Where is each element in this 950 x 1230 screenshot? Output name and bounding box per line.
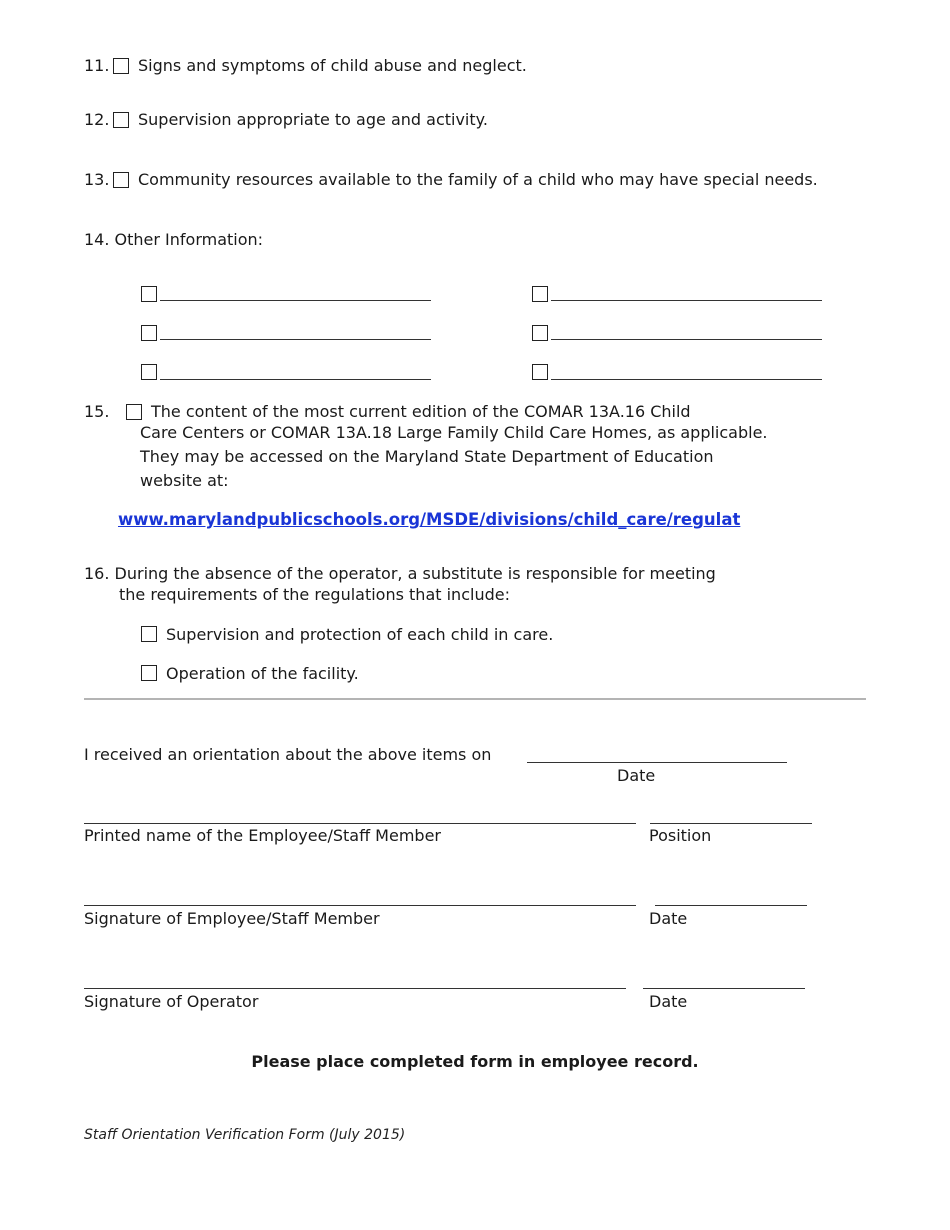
form-footer: Staff Orientation Verification Form (July 2015) — [84, 1127, 406, 1143]
item-15-line-4: website at: — [140, 471, 229, 490]
operator-signature-field[interactable] — [84, 988, 626, 989]
orientation-date-label: Date — [617, 766, 656, 785]
item-16-line-2: the requirements of the regulations that include: — [119, 585, 510, 604]
other-info-field-3[interactable] — [160, 379, 431, 380]
item-16-line-1: 16. During the absence of the operator, a substitute is responsible for meeting — [84, 564, 716, 583]
item-13-checkbox[interactable] — [113, 172, 129, 188]
item-14-label: 14. Other Information: — [84, 230, 264, 249]
item-11-checkbox[interactable] — [113, 58, 129, 74]
other-info-field-2[interactable] — [160, 339, 431, 340]
employee-date-field[interactable] — [655, 905, 807, 906]
item-15-line-1: The content of the most current edition of the COMAR 13A.16 Child — [151, 402, 691, 421]
item-11-text: Signs and symptoms of child abuse and neglect. — [138, 56, 527, 75]
other-info-field-4[interactable] — [551, 300, 822, 301]
operator-date-label: Date — [649, 992, 688, 1011]
item-11-number: 11. — [84, 56, 110, 75]
operator-date-field[interactable] — [643, 988, 805, 989]
other-info-checkbox-5[interactable] — [532, 325, 548, 341]
orientation-statement: I received an orientation about the above items on — [84, 745, 492, 764]
item-16-option-1-text: Supervision and protection of each child in care. — [166, 625, 554, 644]
employee-date-label: Date — [649, 909, 688, 928]
item-15-number: 15. — [84, 402, 110, 421]
item-16-option-1-checkbox[interactable] — [141, 626, 157, 642]
other-info-checkbox-3[interactable] — [141, 364, 157, 380]
other-info-checkbox-2[interactable] — [141, 325, 157, 341]
printed-name-field[interactable] — [84, 823, 636, 824]
other-info-checkbox-4[interactable] — [532, 286, 548, 302]
section-divider — [84, 698, 866, 700]
item-12-number: 12. — [84, 110, 110, 129]
item-15-line-2: Care Centers or COMAR 13A.18 Large Family Child Care Homes, as applicable. — [140, 423, 768, 442]
item-13-number: 13. — [84, 170, 110, 189]
item-13-text: Community resources available to the family of a child who may have special needs. — [138, 170, 818, 189]
printed-name-label: Printed name of the Employee/Staff Member — [84, 826, 441, 845]
position-label: Position — [649, 826, 712, 845]
other-info-field-1[interactable] — [160, 300, 431, 301]
item-12-text: Supervision appropriate to age and activity. — [138, 110, 488, 129]
other-info-checkbox-1[interactable] — [141, 286, 157, 302]
other-info-field-5[interactable] — [551, 339, 822, 340]
position-field[interactable] — [650, 823, 812, 824]
operator-signature-label: Signature of Operator — [84, 992, 259, 1011]
item-15-line-3: They may be accessed on the Maryland State Department of Education — [140, 447, 714, 466]
item-16-option-2-text: Operation of the facility. — [166, 664, 359, 683]
item-15-checkbox[interactable] — [126, 404, 142, 420]
completion-notice: Please place completed form in employee record. — [251, 1052, 699, 1071]
orientation-date-field[interactable] — [527, 762, 787, 763]
other-info-checkbox-6[interactable] — [532, 364, 548, 380]
item-16-option-2-checkbox[interactable] — [141, 665, 157, 681]
employee-signature-label: Signature of Employee/Staff Member — [84, 909, 380, 928]
other-info-field-6[interactable] — [551, 379, 822, 380]
item-12-checkbox[interactable] — [113, 112, 129, 128]
employee-signature-field[interactable] — [84, 905, 636, 906]
msde-regulations-link[interactable]: www.marylandpublicschools.org/MSDE/divisions/child_care/regulat — [118, 510, 741, 529]
